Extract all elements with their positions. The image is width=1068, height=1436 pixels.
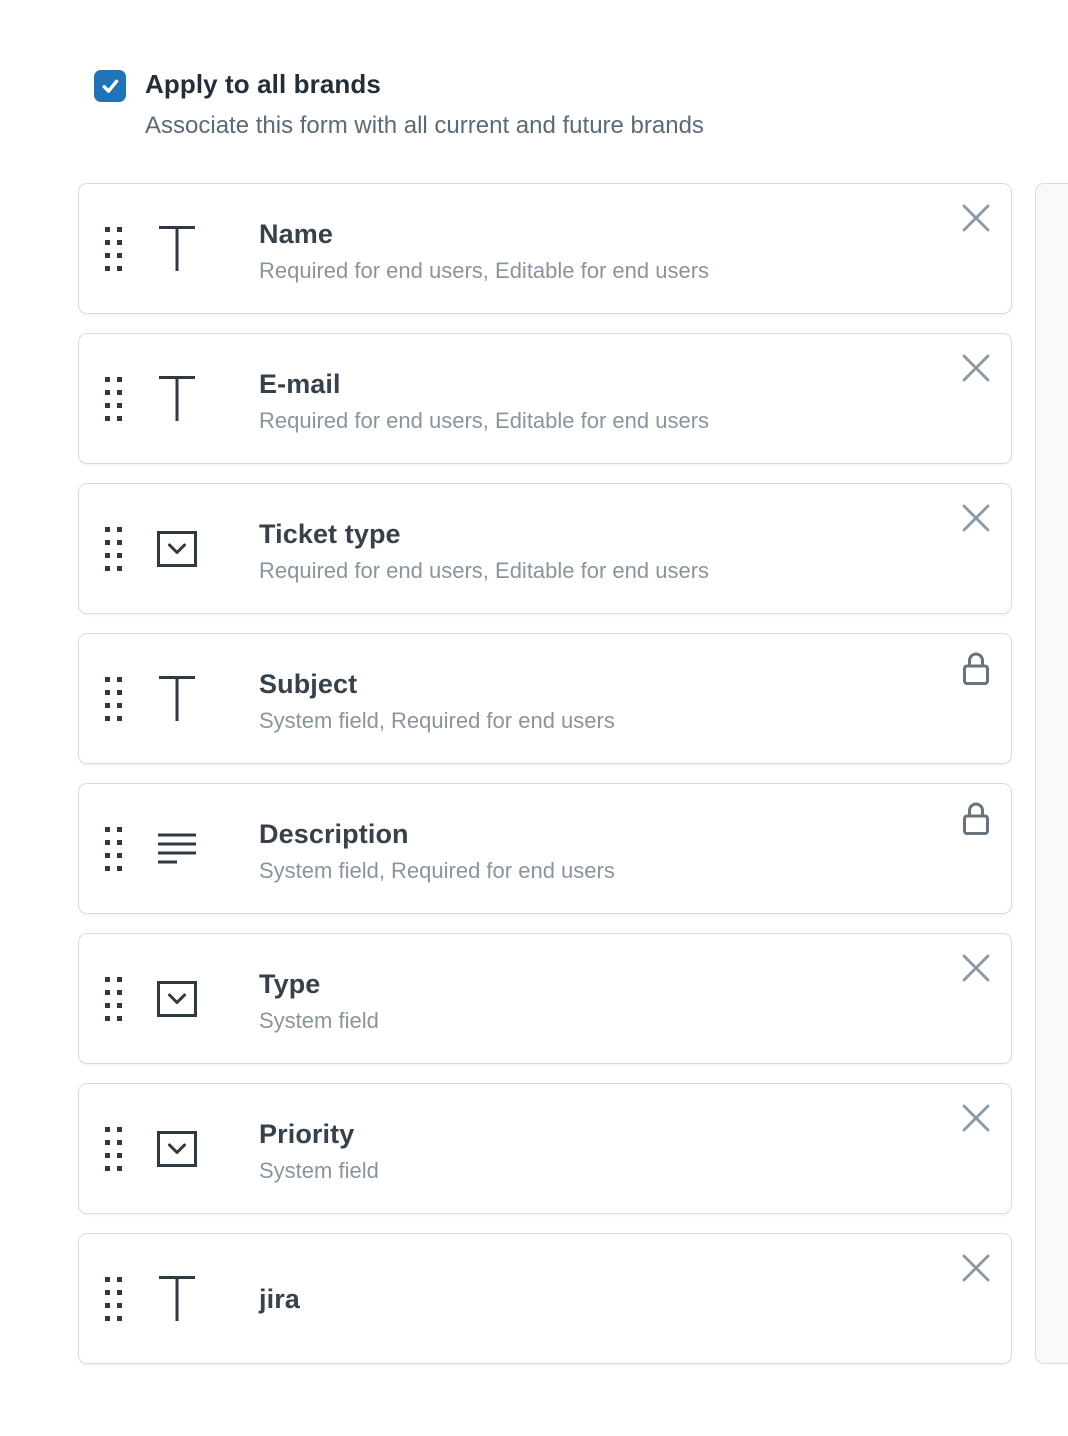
field-title: E-mail (259, 368, 341, 399)
drag-handle-icon[interactable] (105, 527, 123, 571)
apply-to-all-brands-text (145, 68, 704, 141)
field-list (78, 183, 1012, 1383)
close-icon (961, 1103, 991, 1133)
field-card-email[interactable] (78, 333, 1012, 464)
field-text (259, 669, 615, 734)
field-card-description[interactable] (78, 783, 1012, 914)
close-icon (961, 353, 991, 383)
field-description: Required for end users, Editable for end users (259, 257, 710, 283)
close-icon (961, 503, 991, 533)
field-description: System field (259, 1157, 379, 1183)
field-text (259, 219, 709, 284)
dropdown-field-icon (155, 975, 199, 1023)
drag-handle-icon[interactable] (105, 677, 123, 721)
field-card-name[interactable] (78, 183, 1012, 314)
field-card-jira[interactable] (78, 1233, 1012, 1364)
lock-icon (960, 652, 992, 684)
field-text (259, 819, 615, 884)
field-card-priority[interactable] (78, 1083, 1012, 1214)
close-icon (961, 203, 991, 233)
field-description: Required for end users, Editable for end users (259, 407, 710, 433)
remove-field-button[interactable] (960, 1252, 992, 1284)
remove-field-button[interactable] (960, 502, 992, 534)
drag-handle-icon[interactable] (105, 1127, 123, 1171)
text-field-icon (155, 375, 199, 423)
drag-handle-icon[interactable] (105, 377, 123, 421)
field-title: Name (259, 218, 333, 249)
field-text (259, 369, 709, 434)
remove-field-button[interactable] (960, 352, 992, 384)
remove-field-button[interactable] (960, 1102, 992, 1134)
text-field-icon (155, 1275, 199, 1323)
dropdown-field-icon (155, 1125, 199, 1173)
field-title: Ticket type (259, 518, 401, 549)
drag-handle-icon[interactable] (105, 227, 123, 271)
close-icon (961, 953, 991, 983)
field-text (259, 1119, 379, 1184)
field-description: System field, Required for end users (259, 857, 615, 883)
field-title: Type (259, 968, 321, 999)
dropdown-field-icon (155, 525, 199, 573)
field-card-ticket-type[interactable] (78, 483, 1012, 614)
drag-handle-icon[interactable] (105, 977, 123, 1021)
checkmark-icon (99, 75, 121, 97)
field-title: Description (259, 818, 409, 849)
field-title: Priority (259, 1118, 355, 1149)
remove-field-button[interactable] (960, 952, 992, 984)
drag-handle-icon[interactable] (105, 827, 123, 871)
field-title: jira (259, 1283, 300, 1314)
field-text (259, 519, 709, 584)
field-text (259, 1284, 300, 1314)
multiline-field-icon (155, 825, 199, 873)
lock-icon (960, 802, 992, 834)
field-description: Required for end users, Editable for end users (259, 557, 710, 583)
field-description: System field (259, 1007, 379, 1033)
remove-field-button[interactable] (960, 202, 992, 234)
apply-to-all-brands-description: Associate this form with all current and future brands (145, 112, 704, 139)
field-title: Subject (259, 668, 358, 699)
field-description: System field, Required for end users (259, 707, 615, 733)
apply-to-all-brands-checkbox[interactable] (94, 70, 126, 102)
field-card-subject[interactable] (78, 633, 1012, 764)
drag-handle-icon[interactable] (105, 1277, 123, 1321)
field-text (259, 969, 379, 1034)
text-field-icon (155, 225, 199, 273)
apply-to-all-brands-section (94, 68, 704, 141)
field-card-type[interactable] (78, 933, 1012, 1064)
side-panel (1035, 183, 1068, 1364)
apply-to-all-brands-label: Apply to all brands (145, 69, 381, 99)
close-icon (961, 1253, 991, 1283)
text-field-icon (155, 675, 199, 723)
